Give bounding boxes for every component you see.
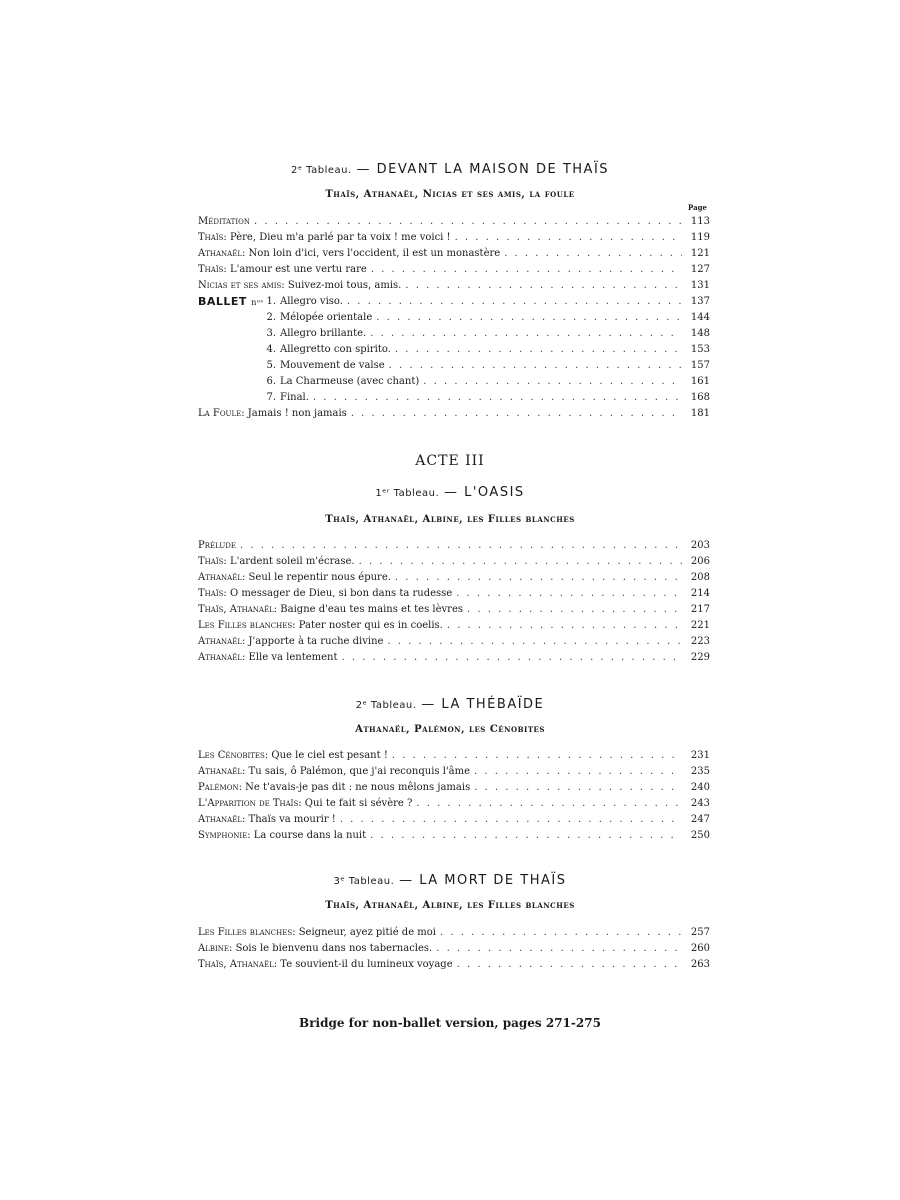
toc-entry — [198, 797, 710, 811]
section4-title: — LA MORT DE THAÏS — [399, 873, 567, 888]
toc-text: : Te souvient-il du lumineux voyage — [273, 959, 453, 970]
toc-page: 203 — [690, 540, 710, 551]
dot-leader — [395, 343, 682, 357]
ballet-label: BALLET nᵒˢ — [198, 295, 264, 308]
toc-entry — [198, 635, 710, 649]
toc-entry — [198, 926, 710, 940]
toc-entry — [198, 555, 710, 569]
toc-character: Nicias et ses amis — [198, 280, 282, 291]
ballet-entry — [262, 311, 710, 325]
ballet-text: Mélopée orientale — [280, 312, 373, 323]
toc-text: : La course dans la nuit — [247, 830, 367, 841]
toc-character: Athanaël — [198, 766, 242, 777]
toc-page: 127 — [690, 264, 710, 275]
toc-entry — [198, 215, 710, 229]
toc-page: 247 — [690, 814, 710, 825]
toc-entry — [198, 765, 710, 779]
toc-page: 235 — [690, 766, 710, 777]
toc-character: Les Filles blanches — [198, 927, 293, 938]
toc-character: Thaïs — [198, 232, 224, 243]
toc-page: 223 — [690, 636, 710, 647]
toc-text: : Seul le repentir nous épure. — [242, 572, 391, 583]
toc-character: Thaïs — [198, 588, 224, 599]
toc-character: Thaïs, Athanaël — [198, 604, 274, 615]
ballet-number: 1. — [266, 296, 276, 307]
toc-page: 231 — [690, 750, 710, 761]
dot-leader — [467, 603, 682, 617]
toc-character: Athanaël — [198, 572, 242, 583]
ballet-entry — [262, 343, 710, 357]
toc-character: Athanaël — [198, 248, 242, 259]
toc-page: 157 — [690, 360, 710, 371]
dot-leader — [423, 375, 682, 389]
dot-leader — [440, 926, 682, 940]
ballet-entry — [262, 327, 710, 341]
toc-character: Thaïs — [198, 556, 224, 567]
dot-leader — [392, 749, 682, 763]
toc-text: : J'apporte à ta ruche divine — [242, 636, 384, 647]
ballet-text: Mouvement de valse — [280, 360, 385, 371]
dot-leader — [395, 571, 682, 585]
toc-text: : Qui te fait si sévère ? — [298, 798, 413, 809]
ballet-number: 4. — [266, 344, 276, 355]
section4-heading — [0, 873, 900, 888]
toc-page: 161 — [690, 376, 710, 387]
toc-character: Méditation — [198, 216, 250, 227]
section3-title: — LA THÉBAÏDE — [421, 697, 545, 712]
toc-page: 229 — [690, 652, 710, 663]
toc-entry — [198, 539, 710, 553]
toc-character: Les Cénobites — [198, 750, 265, 761]
toc-page: 221 — [690, 620, 710, 631]
section3-cast: Athanaël, Palémon, les Cénobites — [355, 724, 545, 735]
dot-leader — [370, 829, 682, 843]
toc-page: 119 — [690, 232, 710, 243]
dot-leader — [359, 555, 682, 569]
toc-text: : L'ardent soleil m'écrase. — [223, 556, 355, 567]
section2-tableau: 1ᵉʳ Tableau. — [375, 488, 440, 499]
toc-entry — [198, 942, 710, 956]
dot-leader — [447, 619, 682, 633]
toc-page: 121 — [690, 248, 710, 259]
section2-cast: Thaïs, Athanaël, Albine, les Filles blanches — [325, 514, 575, 525]
toc-character: Albine — [198, 943, 230, 954]
toc-page: 181 — [690, 408, 710, 419]
section1-tableau: 2ᵉ Tableau. — [290, 165, 352, 176]
section1-heading — [0, 162, 900, 177]
ballet-text: La Charmeuse (avec chant) — [280, 376, 420, 387]
dot-leader — [474, 765, 682, 779]
ballet-text: Allegro brillante. — [280, 328, 367, 339]
dot-leader — [254, 215, 682, 229]
dot-leader — [376, 311, 682, 325]
toc-text: : Ne t'avais-je pas dit : ne nous mêlons jamais — [238, 782, 471, 793]
section3-tableau: 2ᵉ Tableau. — [355, 700, 417, 711]
toc-entry — [198, 263, 710, 277]
toc-page: 137 — [690, 296, 710, 307]
toc-entry — [198, 749, 710, 763]
dot-leader — [405, 279, 682, 293]
toc-text: : Suivez-moi tous, amis. — [281, 280, 402, 291]
section1-title: — DEVANT LA MAISON DE THAÏS — [356, 162, 610, 177]
toc-entry — [198, 231, 710, 245]
toc-page: 263 — [690, 959, 710, 970]
toc-character: Athanaël — [198, 652, 242, 663]
toc-character: Palémon — [198, 782, 239, 793]
toc-entry — [198, 619, 710, 633]
bridge-note: Bridge for non-ballet version, pages 271-275 — [299, 1016, 601, 1030]
toc-entry — [198, 603, 710, 617]
toc-character: Prélude — [198, 540, 236, 551]
dot-leader — [387, 635, 682, 649]
ballet-entry — [262, 359, 710, 373]
ballet-text: Allegro viso. — [280, 296, 343, 307]
ballet-number: 7. — [266, 392, 276, 403]
toc-text: : Thaïs va mourir ! — [242, 814, 336, 825]
toc-entry — [198, 958, 710, 972]
toc-entry — [198, 279, 710, 293]
dot-leader — [416, 797, 682, 811]
toc-page: 217 — [690, 604, 710, 615]
dot-leader — [313, 391, 682, 405]
toc-text: : Tu sais, ô Palémon, que j'ai reconquis l'âme — [242, 766, 471, 777]
toc-page: 214 — [690, 588, 710, 599]
toc-text: : Pater noster qui es in coelis. — [292, 620, 443, 631]
toc-character: L'Apparition de Thaïs — [198, 798, 299, 809]
act-title: ACTE III — [415, 453, 485, 469]
toc-page: 206 — [690, 556, 710, 567]
ballet-number: 2. — [266, 312, 276, 323]
dot-leader — [455, 231, 682, 245]
toc-character: Thaïs — [198, 264, 224, 275]
dot-leader — [340, 813, 682, 827]
toc-page: 260 — [690, 943, 710, 954]
toc-page: 257 — [690, 927, 710, 938]
toc-text: : Jamais ! non jamais — [241, 408, 347, 419]
dot-leader — [371, 263, 682, 277]
toc-entry — [198, 829, 710, 843]
toc-entry — [198, 587, 710, 601]
ballet-number: 5. — [266, 360, 276, 371]
toc-entry — [198, 813, 710, 827]
dot-leader — [351, 407, 682, 421]
ballet-text: Allegretto con spirito. — [280, 344, 391, 355]
toc-page: 131 — [690, 280, 710, 291]
toc-entry — [198, 407, 710, 421]
toc-text: : Baigne d'eau tes mains et tes lèvres — [273, 604, 463, 615]
section4-tableau: 3ᵉ Tableau. — [333, 876, 395, 887]
toc-page: 148 — [690, 328, 710, 339]
toc-page: 250 — [690, 830, 710, 841]
section4-cast: Thaïs, Athanaël, Albine, les Filles blanches — [325, 900, 575, 911]
toc-text: : O messager de Dieu, si bon dans ta rudesse — [223, 588, 453, 599]
toc-character: Symphonie — [198, 830, 248, 841]
toc-page: 144 — [690, 312, 710, 323]
page-column-label: Page — [688, 203, 707, 212]
section1-cast: Thaïs, Athanaël, Nicias et ses amis, la foule — [325, 189, 575, 200]
toc-text: : Sois le bienvenu dans nos tabernacles. — [229, 943, 433, 954]
section2-title: — L'OASIS — [443, 485, 525, 500]
toc-text: : Père, Dieu m'a parlé par ta voix ! me voici ! — [223, 232, 451, 243]
toc-character: La Foule — [198, 408, 242, 419]
toc-page: 208 — [690, 572, 710, 583]
ballet-entry — [262, 375, 710, 389]
toc-character: Athanaël — [198, 814, 242, 825]
toc-entry — [198, 571, 710, 585]
dot-leader — [389, 359, 682, 373]
toc-page: 168 — [690, 392, 710, 403]
toc-text: : Seigneur, ayez pitié de moi — [292, 927, 436, 938]
dot-leader — [341, 651, 682, 665]
dot-leader — [456, 587, 682, 601]
toc-character: Athanaël — [198, 636, 242, 647]
dot-leader — [436, 942, 682, 956]
toc-text: : Elle va lentement — [242, 652, 338, 663]
dot-leader — [474, 781, 682, 795]
toc-page: 240 — [690, 782, 710, 793]
dot-leader — [240, 539, 682, 553]
toc-text: : Non loin d'ici, vers l'occident, il est un monastère — [242, 248, 501, 259]
ballet-number: 6. — [266, 376, 276, 387]
toc-character: Les Filles blanches — [198, 620, 293, 631]
toc-entry — [198, 781, 710, 795]
ballet-number-abbrev: nᵒˢ — [251, 298, 264, 307]
toc-character: Thaïs, Athanaël — [198, 959, 274, 970]
ballet-text: Final. — [280, 392, 309, 403]
ballet-entry — [262, 391, 710, 405]
dot-leader — [457, 958, 682, 972]
toc-page: 243 — [690, 798, 710, 809]
toc-entry — [198, 247, 710, 261]
section3-heading — [0, 697, 900, 712]
toc-text: : L'amour est une vertu rare — [223, 264, 367, 275]
toc-text: : Que le ciel est pesant ! — [264, 750, 388, 761]
ballet-entry — [262, 295, 710, 309]
dot-leader — [370, 327, 682, 341]
section2-heading — [0, 485, 900, 500]
toc-page: 153 — [690, 344, 710, 355]
toc-page: 113 — [690, 216, 710, 227]
dot-leader — [504, 247, 682, 261]
ballet-number: 3. — [266, 328, 276, 339]
toc-entry — [198, 651, 710, 665]
dot-leader — [347, 295, 682, 309]
